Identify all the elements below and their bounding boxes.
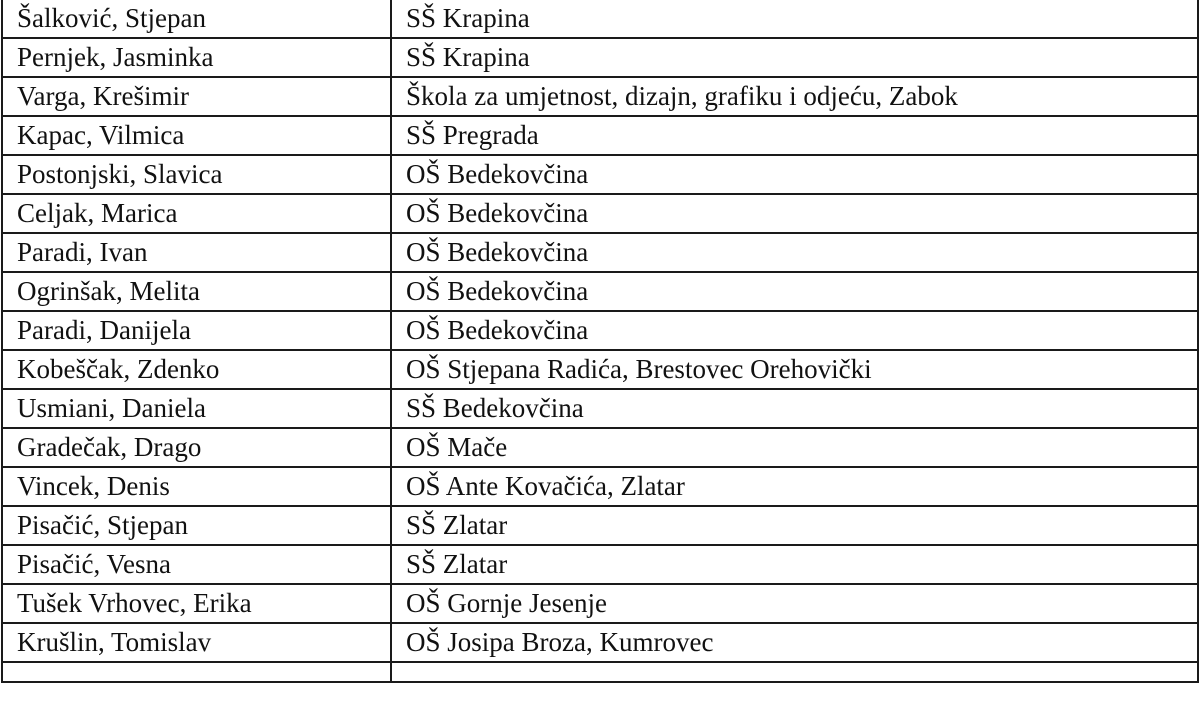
person-name-cell: Varga, Krešimir	[2, 77, 391, 116]
school-cell: OŠ Gornje Jesenje	[391, 584, 1198, 623]
person-name-cell: Šalković, Stjepan	[2, 0, 391, 38]
school-cell: OŠ Bedekovčina	[391, 233, 1198, 272]
table-row	[2, 584, 1198, 623]
person-name-cell: Krušlin, Tomislav	[2, 623, 391, 662]
staff-school-table	[1, 0, 1199, 683]
table-row	[2, 545, 1198, 584]
school-cell: SŠ Bedekovčina	[391, 389, 1198, 428]
table-row	[2, 194, 1198, 233]
person-name-cell	[2, 662, 391, 682]
school-cell: OŠ Bedekovčina	[391, 194, 1198, 233]
person-name-cell: Paradi, Ivan	[2, 233, 391, 272]
table-row	[2, 233, 1198, 272]
table-row	[2, 38, 1198, 77]
table-row	[2, 428, 1198, 467]
table-row	[2, 311, 1198, 350]
school-cell: SŠ Krapina	[391, 0, 1198, 38]
table-row	[2, 272, 1198, 311]
person-name-cell: Kapac, Vilmica	[2, 116, 391, 155]
person-name-cell: Celjak, Marica	[2, 194, 391, 233]
table-row	[2, 77, 1198, 116]
school-cell: OŠ Ante Kovačića, Zlatar	[391, 467, 1198, 506]
school-cell: Škola za umjetnost, dizajn, grafiku i odjeću, Zabok	[391, 77, 1198, 116]
person-name-cell: Ogrinšak, Melita	[2, 272, 391, 311]
table-row	[2, 506, 1198, 545]
person-name-cell: Pisačić, Stjepan	[2, 506, 391, 545]
person-name-cell: Pernjek, Jasminka	[2, 38, 391, 77]
person-name-cell: Vincek, Denis	[2, 467, 391, 506]
school-cell: OŠ Mače	[391, 428, 1198, 467]
table-body	[2, 0, 1198, 682]
person-name-cell: Usmiani, Daniela	[2, 389, 391, 428]
person-name-cell: Pisačić, Vesna	[2, 545, 391, 584]
person-name-cell: Postonjski, Slavica	[2, 155, 391, 194]
person-name-cell: Paradi, Danijela	[2, 311, 391, 350]
table-row	[2, 116, 1198, 155]
table-row	[2, 467, 1198, 506]
school-cell: OŠ Bedekovčina	[391, 155, 1198, 194]
person-name-cell: Kobeščak, Zdenko	[2, 350, 391, 389]
person-name-cell: Tušek Vrhovec, Erika	[2, 584, 391, 623]
school-cell: OŠ Stjepana Radića, Brestovec Orehovički	[391, 350, 1198, 389]
school-cell: SŠ Zlatar	[391, 506, 1198, 545]
school-cell: OŠ Josipa Broza, Kumrovec	[391, 623, 1198, 662]
school-cell: OŠ Bedekovčina	[391, 272, 1198, 311]
table-row	[2, 389, 1198, 428]
table-row	[2, 623, 1198, 662]
school-cell: SŠ Zlatar	[391, 545, 1198, 584]
table-row-cut-off	[2, 662, 1198, 682]
person-name-cell: Gradečak, Drago	[2, 428, 391, 467]
school-cell: SŠ Krapina	[391, 38, 1198, 77]
table-row	[2, 350, 1198, 389]
table-row	[2, 155, 1198, 194]
school-cell: OŠ Bedekovčina	[391, 311, 1198, 350]
table-row	[2, 0, 1198, 38]
school-cell	[391, 662, 1198, 682]
school-cell: SŠ Pregrada	[391, 116, 1198, 155]
